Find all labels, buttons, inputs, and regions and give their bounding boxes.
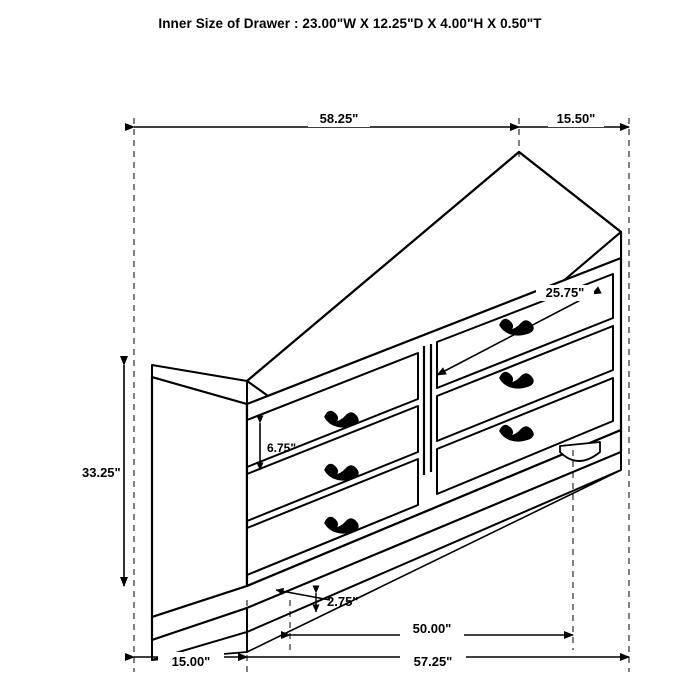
page-title: Inner Size of Drawer : 23.00"W X 12.25"D X 4.00"H X 0.50"T bbox=[158, 16, 542, 31]
label-base-height: 2.75" bbox=[327, 594, 359, 609]
label-bottom-total: 57.25" bbox=[413, 654, 453, 669]
label-drawer-height: 6.75" bbox=[267, 441, 297, 455]
label-top-right: 15.50" bbox=[556, 111, 596, 126]
label-top-main: 58.25" bbox=[319, 111, 359, 126]
dresser-illustration bbox=[152, 152, 621, 660]
label-overall-height: 33.25" bbox=[82, 465, 121, 480]
label-bottom-inner: 50.00" bbox=[412, 621, 452, 636]
label-depth-diagonal: 25.75" bbox=[545, 285, 585, 300]
label-bottom-left: 15.00" bbox=[171, 654, 211, 669]
